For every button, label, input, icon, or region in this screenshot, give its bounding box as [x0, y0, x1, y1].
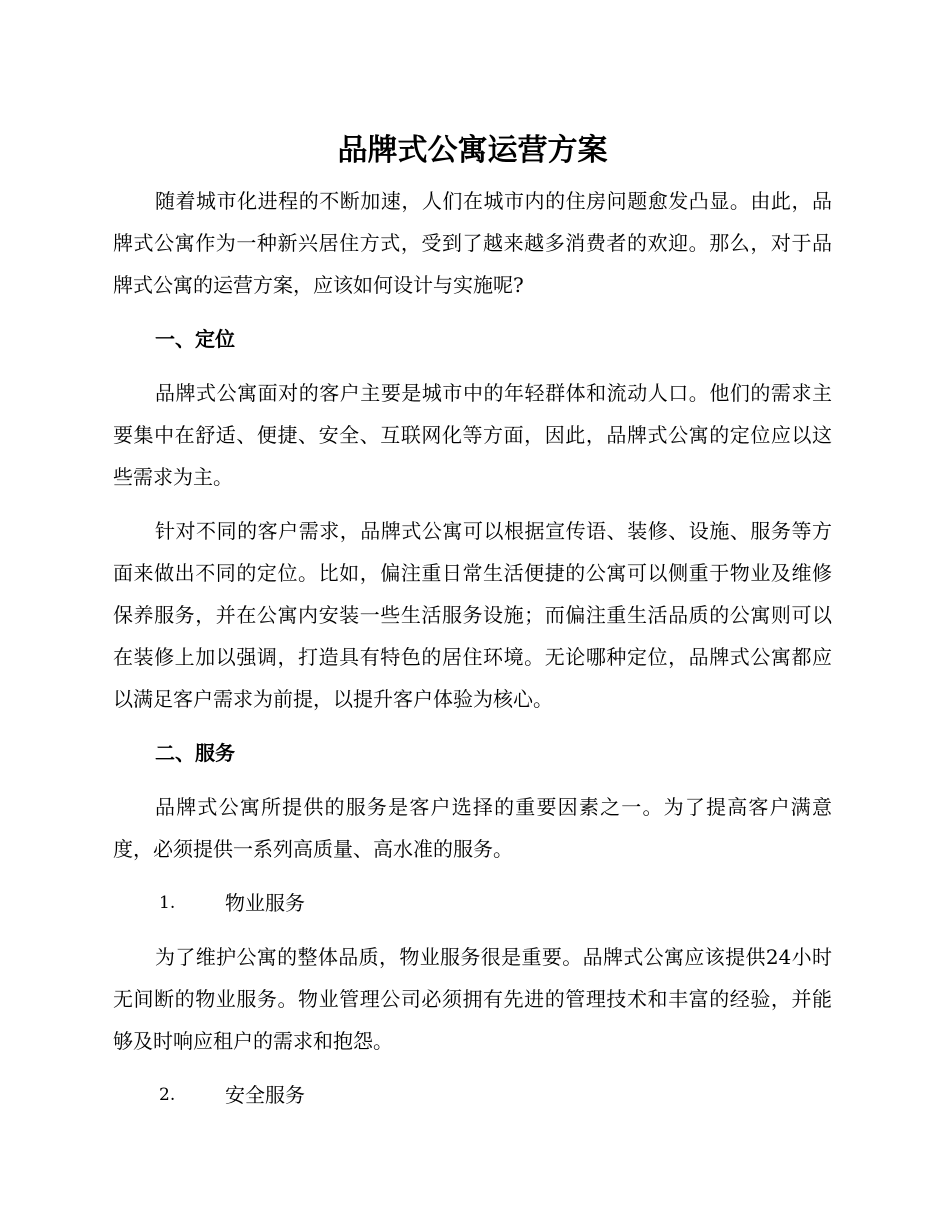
list-item-property-service [113, 882, 832, 924]
property-service-paragraph: 为了维护公寓的整体品质，物业服务很是重要。品牌式公寓应该提供24小时无间断的物业服务。物业管理公司必须拥有先进的管理技术和丰富的经验，并能够及时响应租户的需求和抱怨。 [113, 945, 832, 1053]
service-paragraph-1: 品牌式公寓所提供的服务是客户选择的重要因素之一。为了提高客户满意度，必须提供一系列高质量、高水准的服务。 [113, 795, 832, 861]
intro-paragraph: 随着城市化进程的不断加速，人们在城市内的住房问题愈发凸显。由此，品牌式公寓作为一种新兴居住方式，受到了越来越多消费者的欢迎。那么，对于品牌式公寓的运营方案，应该如何设计与实施呢? [113, 189, 832, 297]
list-number: 1. [159, 893, 176, 913]
section-heading-positioning: 一、定位 [155, 327, 235, 351]
list-label: 物业服务 [225, 891, 305, 915]
list-label: 安全服务 [225, 1083, 305, 1107]
positioning-paragraph-2: 针对不同的客户需求，品牌式公寓可以根据宣传语、装修、设施、服务等方面来做出不同的定位。比如，偏注重日常生活便捷的公寓可以侧重于物业及维修保养服务，并在公寓内安装一些生活服务设施；而偏注重生活品质的公寓则可以在装修上加以强调，打造具有特色的居住环境。无论哪种定位，品牌式公寓都应以满足客户需求为前提，以提升客户体验为核心。 [113, 519, 832, 711]
list-item-security-service [113, 1074, 832, 1116]
list-number: 2. [159, 1085, 176, 1105]
positioning-paragraph-1: 品牌式公寓面对的客户主要是城市中的年轻群体和流动人口。他们的需求主要集中在舒适、便捷、安全、互联网化等方面，因此，品牌式公寓的定位应以这些需求为主。 [113, 381, 832, 489]
section-heading-service: 二、服务 [155, 741, 235, 765]
document-title: 品牌式公寓运营方案 [337, 133, 608, 168]
